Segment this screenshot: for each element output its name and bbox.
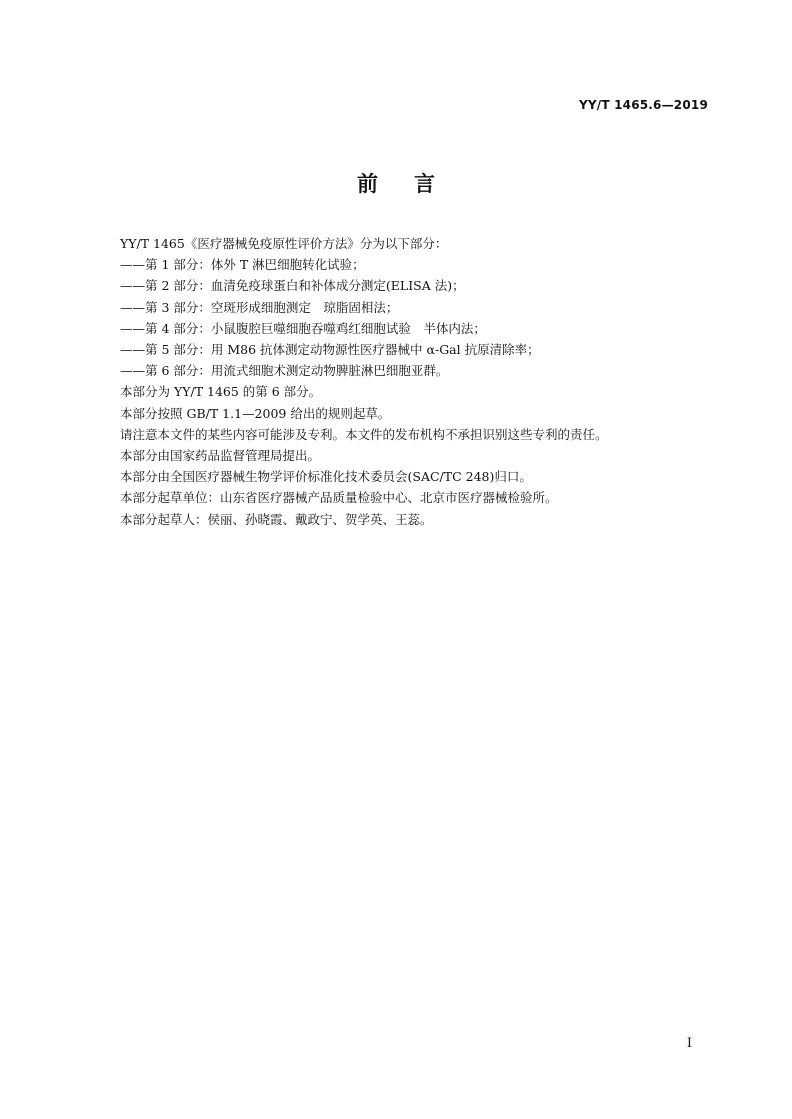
part-6-item: ——第 6 部分：用流式细胞术测定动物脾脏淋巴细胞亚群。 — [120, 363, 449, 379]
part-4-item: ——第 4 部分：小鼠腹腔巨噬细胞吞噬鸡红细胞试验 半体内法； — [120, 320, 486, 336]
page-title: 前言 — [357, 172, 471, 196]
patent-notice: 请注意本文件的某些内容可能涉及专利。本文件的发布机构不承担识别这些专利的责任。 — [120, 426, 608, 442]
drafting-rule: 本部分按照 GB/T 1.1—2009 给出的规则起草。 — [120, 405, 391, 421]
page-number: I — [686, 1036, 692, 1051]
part-1-item: ——第 1 部分：体外 T 淋巴细胞转化试验； — [120, 257, 365, 273]
foreword-body — [120, 233, 720, 530]
part-5-item: ——第 5 部分：用 M86 抗体测定动物源性医疗器械中 α-Gal 抗原清除率； — [120, 342, 540, 358]
proposer: 本部分由国家药品监督管理局提出。 — [120, 448, 321, 464]
part-2-item: ——第 2 部分：血清免疫球蛋白和补体成分测定(ELISA 法)； — [120, 278, 465, 294]
document-code: YY/T 1465.6—2019 — [578, 98, 708, 112]
drafting-units: 本部分起草单位：山东省医疗器械产品质量检验中心、北京市医疗器械检验所。 — [120, 490, 558, 506]
intro-line: YY/T 1465《医疗器械免疫原性评价方法》分为以下部分： — [120, 236, 448, 251]
part-statement: 本部分为 YY/T 1465 的第 6 部分。 — [120, 384, 322, 400]
committee: 本部分由全国医疗器械生物学评价标准化技术委员会(SAC/TC 248)归口。 — [120, 469, 532, 485]
drafters: 本部分起草人：侯丽、孙晓霞、戴政宁、贺学英、王蕊。 — [120, 511, 433, 527]
part-3-item: ——第 3 部分：空斑形成细胞测定 琼脂固相法； — [120, 299, 399, 315]
